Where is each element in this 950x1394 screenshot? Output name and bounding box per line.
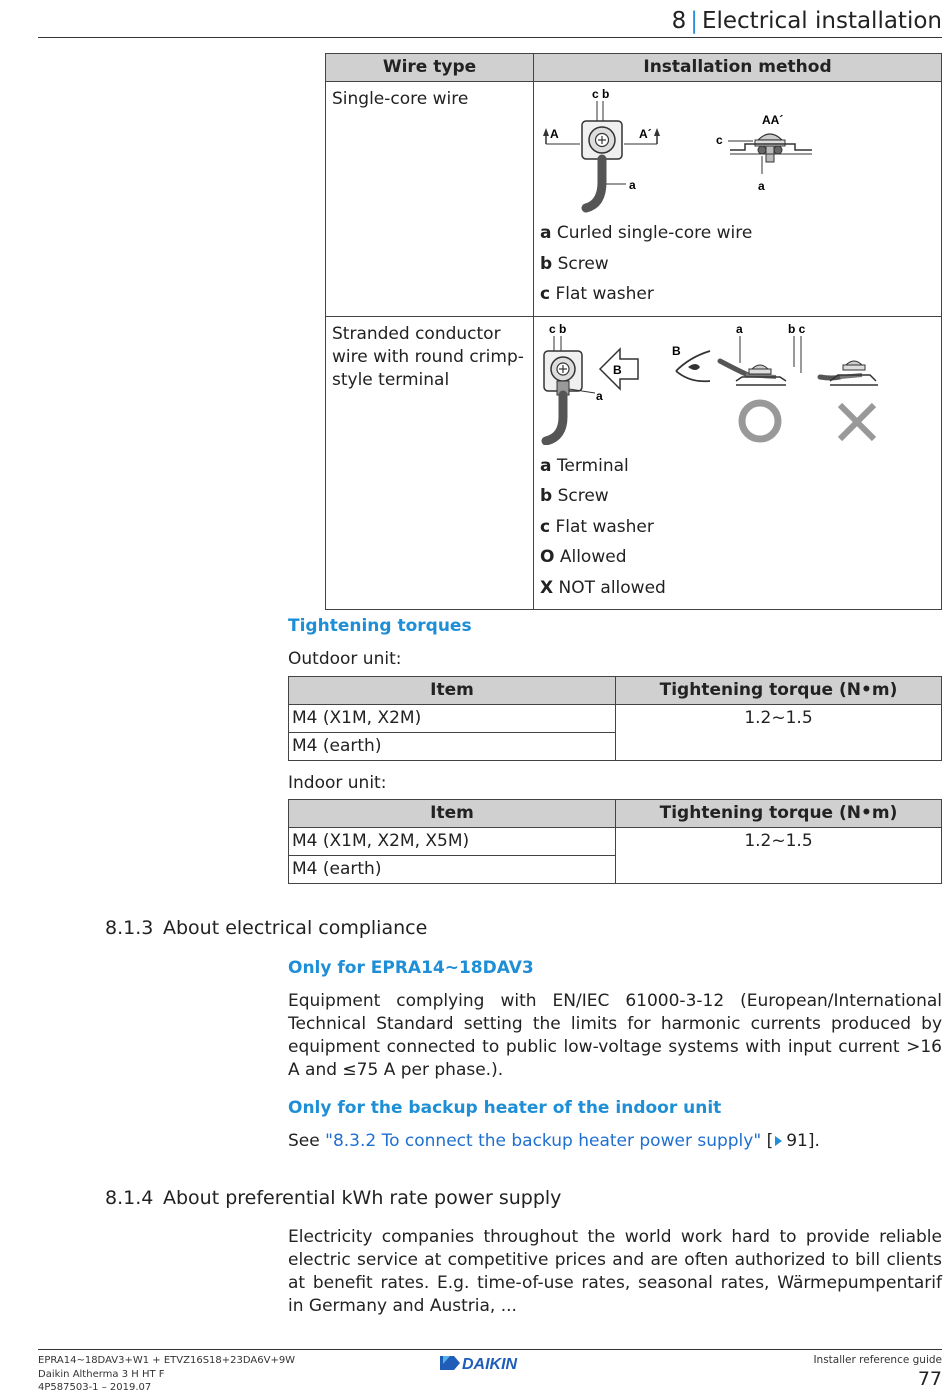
stranded-wire-diagram (540, 321, 880, 445)
section-number: 8.1.3 (105, 917, 154, 939)
item-cell: M4 (earth) (289, 733, 616, 761)
diagram-label-B2: B (672, 343, 681, 358)
legend-item: O Allowed (540, 547, 627, 567)
legend-item: c Flat washer (540, 516, 654, 537)
wire-type-cell: Stranded conductor wire with round crimp-style terminal (326, 316, 534, 610)
legend-item: b Screw (540, 253, 609, 274)
diagram-label-a2: a (736, 321, 743, 336)
section-number: 8.1.4 (105, 1187, 154, 1209)
wire-type-table (325, 53, 942, 610)
table-row (289, 705, 942, 733)
tightening-torques-heading: Tightening torques (288, 616, 472, 636)
legend-list (540, 218, 935, 310)
indoor-torque-table (288, 799, 942, 884)
section-title: About electrical compliance (163, 917, 428, 939)
kwh-rate-paragraph: Electricity companies throughout the world work hard to provide reliable electric service at competitive prices and are often authorized to bill clients at benefit rates. E.g. time-of-use rates, seasonal rates, Wärmepumpentarif in Germany and Austria, ... (288, 1227, 942, 1316)
diagram-label-bc: b c (788, 321, 806, 336)
section-title: About preferential kWh rate power supply (163, 1187, 562, 1209)
table-row (326, 316, 942, 610)
footer-divider (38, 1349, 942, 1350)
logo-text: DAIKIN (462, 1356, 518, 1373)
wire-type-cell: Single-core wire (326, 82, 534, 317)
torque-value-cell: 1.2~1.5 (616, 705, 942, 761)
col-header-item: Item (289, 800, 616, 828)
col-header-item: Item (289, 677, 616, 705)
legend-list (540, 451, 935, 604)
see-reference: See "8.3.2 To connect the backup heater power supply" [ 91]. (288, 1131, 820, 1151)
diagram-label-c: c (716, 133, 723, 147)
diagram-label-cb: c b (592, 87, 610, 101)
single-core-wire-diagram (540, 86, 830, 214)
section-heading-8-1-3 (105, 917, 427, 939)
diagram-label-AA: AA´ (762, 113, 784, 127)
compliance-paragraph: Equipment complying with EN/IEC 61000-3-12 (European/International Technical Standard setting the limits for harmonic currents produced by equipment connected to public low-voltage systems with input current >16 A and ≤75 A per phase.). (288, 991, 942, 1080)
installation-method-cell (534, 316, 942, 610)
backup-heater-link[interactable]: "8.3.2 To connect the backup heater power supply" (325, 1131, 762, 1151)
page-ref-link[interactable]: 91 (786, 1131, 808, 1151)
diagram-label-cb: c b (549, 321, 567, 336)
page-number: 77 (917, 1368, 942, 1390)
outdoor-torque-table (288, 676, 942, 761)
diagram-label-a2: a (758, 179, 765, 193)
subheading-epra: Only for EPRA14~18DAV3 (288, 958, 534, 978)
diagram-label-B: B (613, 362, 622, 377)
torque-value-cell: 1.2~1.5 (616, 828, 942, 884)
item-cell: M4 (X1M, X2M) (289, 705, 616, 733)
col-header-torque: Tightening torque (N•m) (616, 677, 942, 705)
installation-method-cell (534, 82, 942, 317)
page-header (38, 6, 942, 38)
legend-item: b Screw (540, 486, 609, 506)
indoor-unit-label: Indoor unit: (288, 773, 387, 793)
subheading-backup-heater: Only for the backup heater of the indoor unit (288, 1098, 722, 1118)
item-cell: M4 (X1M, X2M, X5M) (289, 828, 616, 856)
item-cell: M4 (earth) (289, 856, 616, 884)
table-row (289, 828, 942, 856)
footer-product-info: EPRA14~18DAV3+W1 + ETVZ16S18+23DA6V+9W Daikin Altherma 3 H HT F 4P587503-1 – 2019.07 (38, 1355, 296, 1393)
outdoor-unit-label: Outdoor unit: (288, 649, 402, 669)
legend-item: a Terminal (540, 455, 629, 476)
table-row (326, 82, 942, 317)
col-header-installation-method: Installation method (534, 54, 942, 82)
col-header-torque: Tightening torque (N•m) (616, 800, 942, 828)
diagram-label-a: a (596, 388, 603, 403)
chapter-title: Electrical installation (701, 8, 942, 34)
diagram-label-A: A (550, 127, 559, 141)
legend-item: a Curled single-core wire (540, 223, 753, 243)
legend-item: X NOT allowed (540, 577, 666, 598)
col-header-wire-type: Wire type (326, 54, 534, 82)
chapter-number: 8 (671, 8, 687, 34)
footer-guide-name: Installer reference guide (813, 1354, 942, 1366)
diagram-label-A-prime: A´ (639, 127, 652, 141)
section-heading-8-1-4 (105, 1187, 561, 1209)
page-ref-arrow-icon (775, 1136, 782, 1146)
header-separator: | (690, 8, 698, 34)
daikin-logo (438, 1352, 542, 1374)
diagram-label-a: a (629, 178, 636, 192)
legend-item: c Flat washer (540, 284, 654, 304)
